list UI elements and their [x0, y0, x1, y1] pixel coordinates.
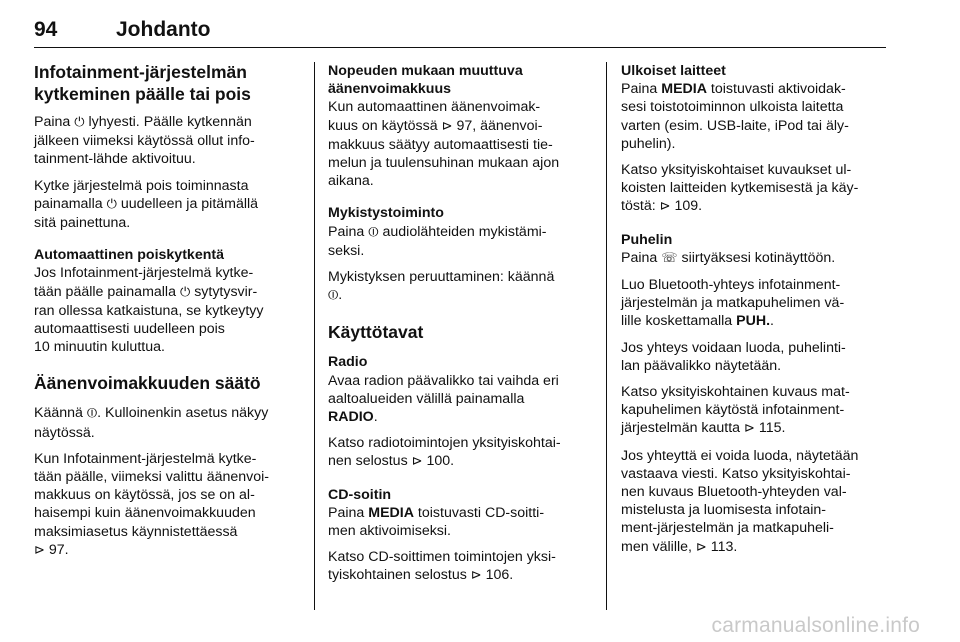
- paragraph: Paina MEDIA toistuvasti CD-soitti- men aktivoimiseksi.: [328, 504, 545, 540]
- section-heading-power: Infotainment-järjestelmän kytkeminen päälle tai pois: [34, 62, 251, 104]
- paragraph: Kun automaattinen äänenvoimak- kuus on käytössä ⊳ 97, äänenvoi- makkuus säätyy automaattisesti tie- melun ja tuulensuhinan mukaan ajon aikana.: [328, 99, 560, 190]
- media-button-label: MEDIA: [368, 504, 414, 521]
- paragraph: Luo Bluetooth-yhteys infotainment- järjestelmän ja matkapuhelimen vä- lille koskettamalla PUH..: [621, 277, 845, 330]
- subheading-auto-off: Automaattinen poiskytkentä: [34, 247, 224, 264]
- media-button-label: MEDIA: [661, 81, 707, 98]
- paragraph: Kun Infotainment-järjestelmä kytke- tään päälle, viimeksi valittu äänenvoi- makkuus on käytössä, jos se on al- haisempi kuin äänenvoimakkuuden maksimiasetus käynnistettäessä ⊳ 97.: [34, 450, 270, 558]
- page-reference-icon: ⊳: [441, 118, 453, 134]
- phone-button-label: PUH.: [736, 313, 771, 330]
- subheading-radio: Radio: [328, 354, 368, 371]
- section-heading-operation: Käyttötavat: [328, 322, 424, 343]
- paragraph: Paina ⏻ lyhyesti. Päälle kytkennän jälkeen viimeksi käytössä ollut info- tainment-lähde aktivoituu.: [34, 114, 255, 168]
- subheading-speed-volume: Nopeuden mukaan muuttuva äänenvoimakkuus: [328, 63, 523, 98]
- page-reference-icon: ⊳: [411, 454, 423, 470]
- paragraph: Mykistyksen peruuttaminen: käännä ⏼.: [328, 269, 555, 304]
- paragraph: Jos Infotainment-järjestelmä kytke- tään päälle painamalla ⏻ sytytysvir- ran ollessa katkaistuna, se kytkeytyy automaattisesti uudelleen pois 10 minuutin kuluttua.: [34, 265, 264, 356]
- paragraph: Paina ⏼ audiolähteiden mykistämi- seksi.: [328, 223, 547, 259]
- section-heading-volume: Äänenvoimakkuuden säätö: [34, 373, 261, 394]
- power-icon: ⏻: [74, 115, 85, 130]
- column-1: [34, 62, 304, 568]
- paragraph: Katso yksityiskohtaiset kuvaukset ul- koisten laitteiden kytkemisestä ja käy- töstä: ⊳ 109.: [621, 162, 859, 215]
- paragraph: Katso CD-soittimen toimintojen yksi- tyiskohtainen selostus ⊳ 106.: [328, 549, 556, 584]
- subheading-phone: Puhelin: [621, 231, 673, 248]
- paragraph: Avaa radion päävalikko tai vaihda eri aaltoalueiden välillä painamalla RADIO.: [328, 372, 559, 426]
- page-reference-icon: ⊳: [470, 568, 482, 584]
- paragraph: Jos yhteys voidaan luoda, puhelinti- lan päävalikko näytetään.: [621, 339, 846, 374]
- page-reference-icon: ⊳: [659, 199, 671, 215]
- subheading-mute: Mykistystoiminto: [328, 205, 444, 222]
- paragraph: Käännä ⏼. Kulloinenkin asetus näkyy näytössä.: [34, 405, 269, 441]
- paragraph: Paina ☏ siirtyäksesi kotinäyttöön.: [621, 249, 836, 266]
- mute-icon: ⏼: [368, 224, 379, 240]
- column-2: [328, 62, 596, 594]
- volume-knob-icon: ⏼: [86, 406, 98, 422]
- page-number: 94: [34, 18, 58, 41]
- home-phone-icon: ☏: [661, 250, 678, 266]
- paragraph: Paina MEDIA toistuvasti aktivoidak- sesi toistotoiminnon ulkoista laitetta varten (esim. USB-laite, iPod tai äly- puhelin).: [621, 81, 849, 152]
- page-header: [34, 10, 886, 48]
- watermark: carmanualsonline.info: [711, 614, 920, 637]
- page-reference-icon: ⊳: [34, 542, 45, 558]
- subheading-external-devices: Ulkoiset laitteet: [621, 63, 726, 79]
- column-3: [621, 62, 889, 565]
- page-reference-icon: ⊳: [695, 539, 707, 555]
- power-icon: ⏻: [179, 284, 191, 300]
- power-icon: ⏻: [106, 196, 117, 212]
- paragraph: Katso radiotoimintojen yksityiskohtai- nen selostus ⊳ 100.: [328, 435, 561, 470]
- chapter-title: Johdanto: [116, 18, 211, 41]
- column-divider-1: [314, 62, 315, 610]
- radio-button-label: RADIO: [328, 409, 374, 426]
- volume-knob-icon: ⏼: [328, 288, 339, 304]
- page-reference-icon: ⊳: [744, 421, 755, 437]
- column-divider-2: [606, 62, 607, 610]
- header-rule: [34, 47, 886, 48]
- paragraph: Katso yksityiskohtainen kuvaus mat- kapuhelimen käytöstä infotainment- järjestelmän kautta ⊳ 115.: [621, 384, 850, 437]
- subheading-cd: CD-soitin: [328, 486, 392, 503]
- paragraph: Jos yhteyttä ei voida luoda, näytetään vastaava viesti. Katso yksityiskohtai- nen kuvaus Bluetooth-yhteyden val- mistelusta ja luomisesta infotain- ment-järjestelmän ja matkapuheli- men välille, ⊳ 113.: [621, 447, 859, 555]
- paragraph: Kytke järjestelmä pois toiminnasta painamalla ⏻ uudelleen ja pitämällä sitä painettuna.: [34, 177, 259, 232]
